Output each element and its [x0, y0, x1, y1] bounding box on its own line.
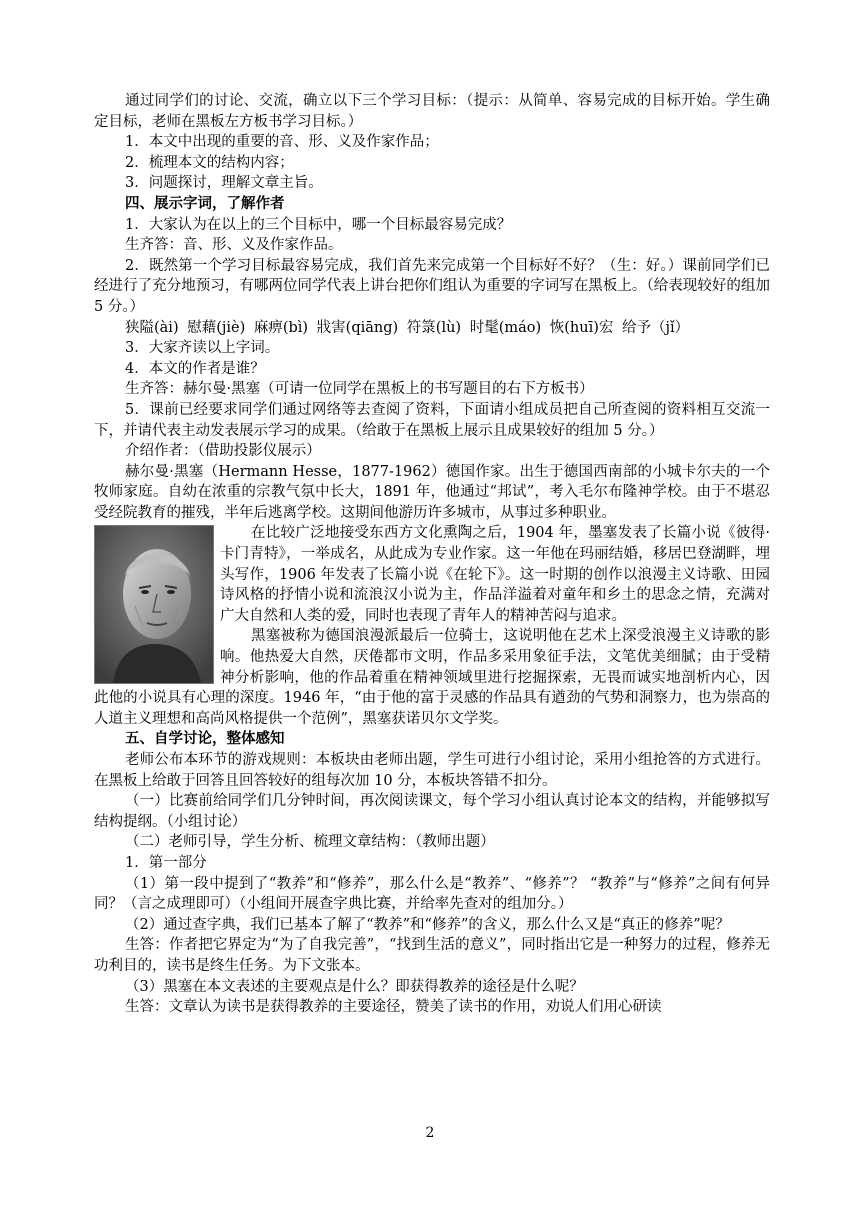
goal-item-1: 1．本文中出现的重要的音、形、义及作家作品；: [125, 134, 439, 151]
biography-with-photo: [94, 523, 770, 729]
part-1-question-3: （3）黑塞在本文表述的主要观点是什么？即获得教养的途径是什么呢？: [125, 978, 584, 995]
question-5: 5．课前已经要求同学们通过网络等去查阅了资料，下面请小组成员把自己所查阅的资料相互交流一下，并请代表主动发表展示学习的成果。（给敢于在黑板上展示且成果较好的组加 5 分。）: [94, 401, 770, 439]
question-2: 2．既然第一个学习目标最容易完成，我们首先来完成第一个目标好不好？（生：好。）课前同学们已经进行了充分地预习，有哪两位同学代表上讲台把你们组认为重要的字词写在黑板上。（给表现较好的组加 5 分。）: [94, 257, 770, 315]
biography-paragraph-1: 赫尔曼·黑塞（Hermann Hesse，1877-1962）德国作家。出生于德国西南部的小城卡尔夫的一个牧师家庭。自幼在浓重的宗教气氛中长大，1891 年，他通过“邦试”，考入毛尔布隆神学校。由于不堪忍受经院教育的摧残，半年后逃离学校。这期间他游历许多城市，从事过多种职业。: [94, 463, 770, 521]
part-1-answer-2: 生答：作者把它界定为“为了自我完善”，“找到生活的意义”，同时指出它是一种努力的过程，修养无功利目的，读书是终生任务。为下文张本。: [94, 937, 770, 974]
portrait-image: [95, 526, 213, 683]
question-4: 4．本文的作者是谁？: [125, 360, 265, 377]
portrait-photo: [94, 525, 214, 684]
biography-paragraph-3: 黑塞被称为德国浪漫派最后一位骑士，这说明他在艺术上深受浪漫主义诗歌的影响。他热爱大自然，厌倦都市文明，作品多采用象征手法，文笔优美细腻；由于受精神分析影响，他的作品着重在精神领域里进行挖掘探索，无畏而诚实地剖析内心，因此他的小说具有心理的深度。1946 年，“由于他的富于灵感的作品具有遒劲的气势和洞察力，也为崇高的人道主义理想和高尚风格提供一个范例”，黑塞获诺贝尔文学奖。: [94, 628, 770, 727]
author-intro-label: 介绍作者：（借助投影仪展示）: [125, 443, 321, 460]
biography-paragraph-2: 在比较广泛地接受东西方文化熏陶之后，1904 年，墨塞发表了长篇小说《彼得·卡门青特》，一举成名，从此成为专业作家。这一年他在玛丽结婚，移居巴登湖畔，埋头写作，1906 年发表了长篇小说《在轮下》。这一时期的创作以浪漫主义诗歌、田园诗风格的抒情小说和流浪汉小说为主，作品洋溢着对童年和乡土的思念之情，充满对广大自然和人类的爱，同时也表现了青年人的精神苦闷与追求。: [220, 525, 770, 624]
goal-item-2: 2．梳理本文的结构内容；: [125, 154, 294, 171]
answer-1: 生齐答：音、形、义及作家作品。: [125, 237, 343, 254]
game-rule: 老师公布本环节的游戏规则：本板块由老师出题，学生可进行小组讨论，采用小组抢答的方式进行。在黑板上给敢于回答且回答较好的组每次加 10 分，本板块答错不扣分。: [94, 752, 770, 789]
part-1-answer-3: 生答：文章认为读书是获得教养的主要途径，赞美了读书的作用，劝说人们用心研读: [125, 999, 662, 1016]
section-5-heading: 五、自学讨论，整体感知: [125, 730, 285, 748]
intro-goal-paragraph: 通过同学们的讨论、交流，确立以下三个学习目标：（提示：从简单、容易完成的目标开始。学生确定目标，老师在黑板左方板书学习目标。）: [94, 93, 770, 130]
question-1: 1．大家认为在以上的三个目标中，哪一个目标最容易完成？: [125, 216, 512, 233]
vocabulary-list: 狭隘(ài) 慰藉(jiè) 麻痹(bì) 戕害(qiāng) 符箓(lù) 时髦(máo) 恢(huī)宏 给予（jǐ）: [125, 319, 690, 336]
part-1-question-1: （1）第一段中提到了“教养”和“修养”，那么什么是“教养”、“修养”？ “教养”与“修养”之间有何异同？（言之成理即可）（小组间开展查字典比赛，并给率先查对的组加分。）: [94, 875, 770, 913]
section-4-heading: 四、展示字词，了解作者: [125, 194, 285, 212]
answer-4: 生齐答：赫尔曼·黑塞（可请一位同学在黑板上的书写题目的右下方板书）: [125, 381, 594, 398]
part-1-question-2: （2）通过查字典，我们已基本了解了“教养”和“修养”的含义，那么什么又是“真正的修养”呢？: [125, 916, 730, 933]
goal-item-3: 3．问题探讨，理解文章主旨。: [125, 175, 323, 192]
step-1: （一）比赛前给同学们几分钟时间，再次阅读课文，每个学习小组认真讨论本文的结构，并能够拟写结构提纲。（小组讨论）: [94, 793, 770, 830]
question-3: 3．大家齐读以上字词。: [125, 340, 280, 357]
document-body: [94, 91, 770, 1018]
part-1-heading: 1．第一部分: [125, 854, 207, 871]
page-number: 2: [425, 1125, 435, 1141]
step-2: （二）老师引导，学生分析、梳理文章结构：（教师出题）: [125, 834, 495, 851]
